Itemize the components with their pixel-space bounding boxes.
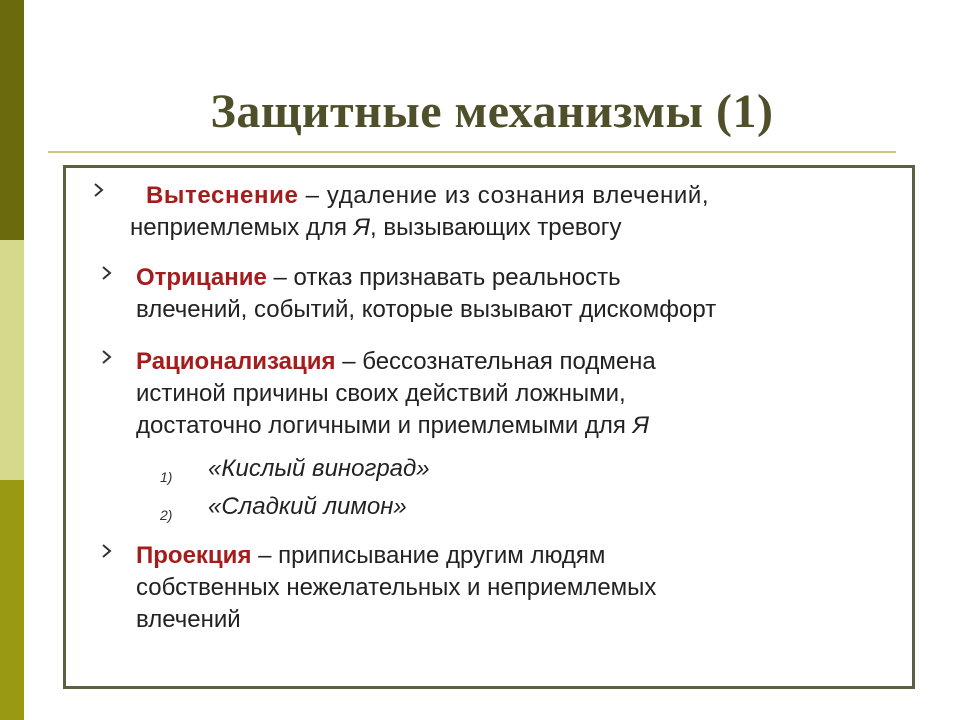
term-vytesnenie: Вытеснение: [146, 182, 299, 209]
sub-item-text: «Кислый виноград»: [208, 455, 430, 482]
side-stripe-bottom: [0, 480, 24, 720]
title-underline: [48, 151, 896, 153]
item-line-1: [136, 262, 896, 294]
definition-otricanie: – отказ признавать реальность: [266, 264, 621, 291]
definition-racionalizaciya: – бессознательная подмена: [335, 348, 656, 375]
list-item-otricanie: [102, 262, 922, 326]
content-frame: [63, 165, 915, 689]
arrow-bullet-icon: [94, 183, 114, 207]
definition-vytesnenie-end: , вызывающих тревогу: [370, 214, 622, 241]
definition-proekciya-line2: собственных нежелательных и неприемлемых: [136, 574, 657, 601]
side-stripe-middle: [0, 240, 24, 480]
definition-proekciya-line3: влечений: [136, 606, 241, 633]
term-otricanie: Отрицание: [136, 264, 267, 291]
item-line-2: [136, 572, 896, 604]
definition-vytesnenie: – удаление из сознания влечений,: [298, 182, 710, 209]
arrow-bullet-icon: [102, 544, 122, 568]
side-stripe-top: [0, 0, 24, 240]
item-line-2: [136, 378, 896, 410]
slide-title: Защитные механизмы (1): [210, 85, 774, 138]
sub-item-text: «Сладкий лимон»: [208, 493, 407, 520]
sub-item-2: [160, 491, 760, 523]
list-item-vytesnenie: [94, 183, 914, 247]
sub-item-number: 1): [160, 469, 173, 485]
arrow-bullet-icon: [102, 266, 122, 290]
item-line-1: [136, 346, 896, 378]
list-item-racionalizaciya: [102, 346, 922, 442]
term-racionalizaciya: Рационализация: [136, 348, 336, 375]
item-line-1: [146, 180, 906, 212]
item-line-3: [136, 604, 896, 636]
item-line-2: [130, 212, 890, 244]
definition-otricanie-cont: влечений, событий, которые вызывают дискомфорт: [136, 296, 717, 323]
definition-proekciya: – приписывание другим людям: [251, 542, 606, 569]
item-line-2: [136, 294, 896, 326]
list-item-proekciya: [102, 540, 922, 636]
item-line-1: [136, 540, 896, 572]
ya-italic: Я: [632, 412, 649, 439]
term-proekciya: Проекция: [136, 542, 252, 569]
definition-vytesnenie-cont: неприемлемых для: [130, 214, 354, 241]
sub-item-number: 2): [160, 507, 173, 523]
definition-racionalizaciya-line2: истиной причины своих действий ложными,: [136, 380, 626, 407]
definition-racionalizaciya-line3: достаточно логичными и приемлемыми для: [136, 412, 633, 439]
sub-item-1: [160, 453, 760, 485]
item-line-3: [136, 410, 896, 442]
arrow-bullet-icon: [102, 350, 122, 374]
ya-italic: Я: [353, 214, 370, 241]
